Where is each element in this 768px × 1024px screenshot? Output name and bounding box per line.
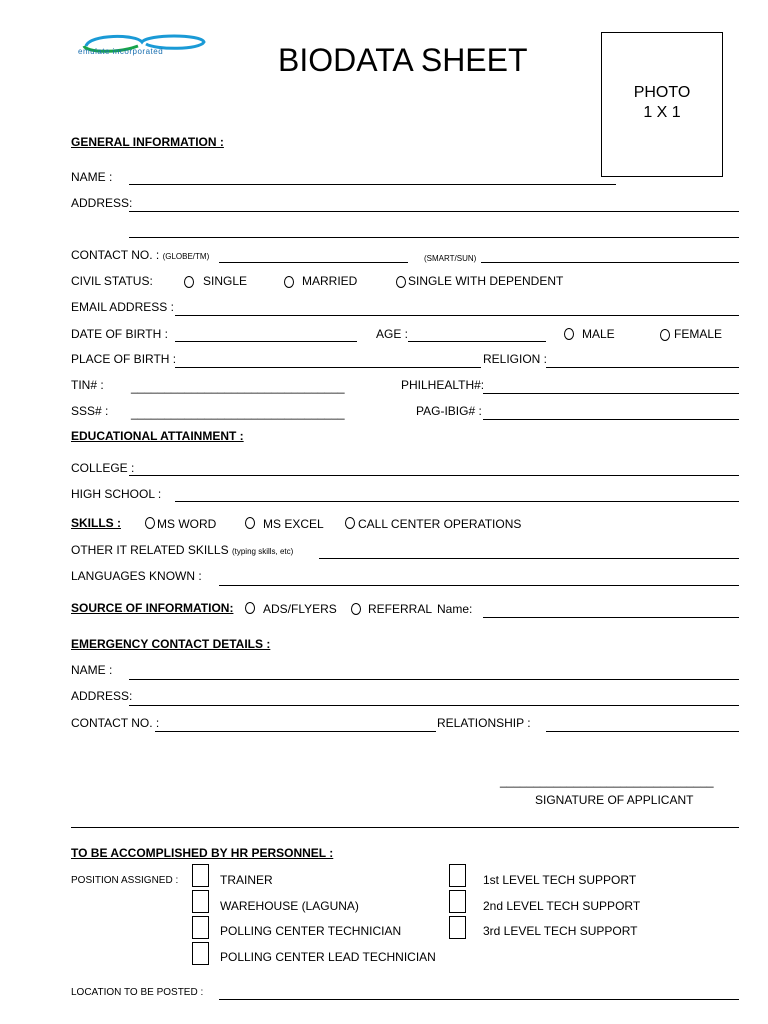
pagibig-field[interactable] <box>483 419 739 420</box>
position-trainer-label: TRAINER <box>220 873 273 887</box>
skill-msexcel-radio[interactable] <box>245 517 255 529</box>
email-field[interactable] <box>175 315 739 316</box>
logo-text: emulate incorporated <box>78 47 164 56</box>
emergency-contact-field[interactable] <box>155 731 436 732</box>
emergency-name-field[interactable] <box>129 679 739 680</box>
emergency-address-field[interactable] <box>129 705 739 706</box>
sss-label: SSS# : <box>71 404 109 418</box>
contact-label <box>71 248 209 264</box>
languages-field[interactable] <box>219 585 739 586</box>
contact-globe-note: (GLOBE/TM) <box>162 252 210 261</box>
position-trainer-checkbox[interactable] <box>192 864 209 887</box>
contact-globe-field[interactable] <box>219 262 408 263</box>
section-divider <box>71 827 739 828</box>
civil-dependent-label: SINGLE WITH DEPENDENT <box>408 274 564 288</box>
position-polling-tech-checkbox[interactable] <box>192 916 209 939</box>
education-heading: EDUCATIONAL ATTAINMENT : <box>71 429 244 443</box>
contact-smart-field[interactable] <box>481 262 739 263</box>
source-referral-radio[interactable] <box>351 603 361 615</box>
religion-field[interactable] <box>546 367 739 368</box>
position-tech2-label: 2nd LEVEL TECH SUPPORT <box>483 899 641 913</box>
position-tech1-checkbox[interactable] <box>449 864 466 887</box>
philhealth-label: PHILHEALTH#: <box>401 378 485 392</box>
contact-smart-note: (SMART/SUN) <box>424 254 477 263</box>
male-label: MALE <box>582 327 615 341</box>
page-title: BIODATA SHEET <box>278 42 528 78</box>
name-field[interactable] <box>129 184 616 185</box>
college-field[interactable] <box>129 475 739 476</box>
languages-label: LANGUAGES KNOWN : <box>71 569 202 583</box>
name-label: NAME : <box>71 170 113 184</box>
position-polling-lead-checkbox[interactable] <box>192 942 209 965</box>
other-skills-label <box>71 543 293 559</box>
emergency-contact-label: CONTACT NO. : <box>71 716 160 730</box>
relationship-label: RELATIONSHIP : <box>437 716 531 730</box>
contact-label-text: CONTACT NO. : <box>71 248 160 262</box>
emergency-address-label: ADDRESS: <box>71 689 133 703</box>
address-field-line1[interactable] <box>129 211 739 212</box>
civil-single-radio[interactable] <box>184 276 194 288</box>
pob-field[interactable] <box>175 367 481 368</box>
male-radio[interactable] <box>564 328 574 340</box>
female-label: FEMALE <box>674 327 723 341</box>
emergency-name-label: NAME : <box>71 663 113 677</box>
position-tech1-label: 1st LEVEL TECH SUPPORT <box>483 873 637 887</box>
pagibig-label: PAG-IBIG# : <box>416 404 482 418</box>
highschool-field[interactable] <box>175 501 739 502</box>
position-polling-tech-label: POLLING CENTER TECHNICIAN <box>220 924 402 938</box>
philhealth-field[interactable] <box>483 393 739 394</box>
source-name-field[interactable] <box>483 617 739 618</box>
location-label: LOCATION TO BE POSTED : <box>71 987 204 998</box>
female-radio[interactable] <box>660 329 670 341</box>
skill-callcenter-label: CALL CENTER OPERATIONS <box>358 517 522 531</box>
religion-label: RELIGION : <box>483 352 548 366</box>
position-tech3-checkbox[interactable] <box>449 916 466 939</box>
civil-dependent-radio[interactable] <box>396 276 406 288</box>
address-field-line2[interactable] <box>129 237 739 238</box>
hr-heading: TO BE ACCOMPLISHED BY HR PERSONNEL : <box>71 846 334 860</box>
location-field[interactable] <box>219 999 739 1000</box>
tin-label: TIN# : <box>71 378 104 392</box>
pob-label: PLACE OF BIRTH : <box>71 352 177 366</box>
company-logo <box>76 30 212 60</box>
source-heading: SOURCE OF INFORMATION: <box>71 601 234 615</box>
position-warehouse-checkbox[interactable] <box>192 890 209 913</box>
dob-label: DATE OF BIRTH : <box>71 327 168 341</box>
civil-married-radio[interactable] <box>284 276 294 288</box>
other-skills-note: (typing skills, etc) <box>231 547 294 556</box>
address-label: ADDRESS: <box>71 196 133 210</box>
civil-status-label: CIVIL STATUS: <box>71 274 153 288</box>
signature-label: SIGNATURE OF APPLICANT <box>535 793 694 807</box>
emergency-heading: EMERGENCY CONTACT DETAILS : <box>71 637 271 651</box>
college-label: COLLEGE : <box>71 461 135 475</box>
photo-box <box>601 32 723 177</box>
highschool-label: HIGH SCHOOL : <box>71 487 162 501</box>
civil-single-label: SINGLE <box>203 274 248 288</box>
email-label: EMAIL ADDRESS : <box>71 300 174 314</box>
position-tech3-label: 3rd LEVEL TECH SUPPORT <box>483 924 638 938</box>
photo-label: PHOTO <box>633 84 691 101</box>
age-field[interactable] <box>408 341 546 342</box>
photo-size: 1 X 1 <box>643 104 681 121</box>
general-heading: GENERAL INFORMATION : <box>71 135 224 149</box>
source-referral-label: REFERRAL <box>368 602 433 616</box>
source-name-label: Name: <box>437 602 473 616</box>
other-skills-field[interactable] <box>319 558 739 559</box>
dob-field[interactable] <box>175 341 357 342</box>
skill-msexcel-label: MS EXCEL <box>263 517 324 531</box>
position-polling-lead-label: POLLING CENTER LEAD TECHNICIAN <box>220 950 436 964</box>
civil-married-label: MARRIED <box>302 274 358 288</box>
position-warehouse-label: WAREHOUSE (LAGUNA) <box>220 899 359 913</box>
sss-field[interactable]: ________________________________ <box>131 406 345 420</box>
skill-msword-radio[interactable] <box>145 517 155 529</box>
tin-field[interactable]: ________________________________ <box>131 380 345 394</box>
other-skills-text: OTHER IT RELATED SKILLS <box>71 543 229 557</box>
position-label: POSITION ASSIGNED : <box>71 875 179 886</box>
signature-field[interactable]: ________________________________ <box>500 774 714 788</box>
skill-msword-label: MS WORD <box>157 517 217 531</box>
position-tech2-checkbox[interactable] <box>449 890 466 913</box>
relationship-field[interactable] <box>546 731 739 732</box>
skills-heading: SKILLS : <box>71 516 121 530</box>
skill-callcenter-radio[interactable] <box>345 517 355 529</box>
age-label: AGE : <box>376 327 409 341</box>
source-ads-label: ADS/FLYERS <box>263 602 337 616</box>
source-ads-radio[interactable] <box>245 602 255 614</box>
